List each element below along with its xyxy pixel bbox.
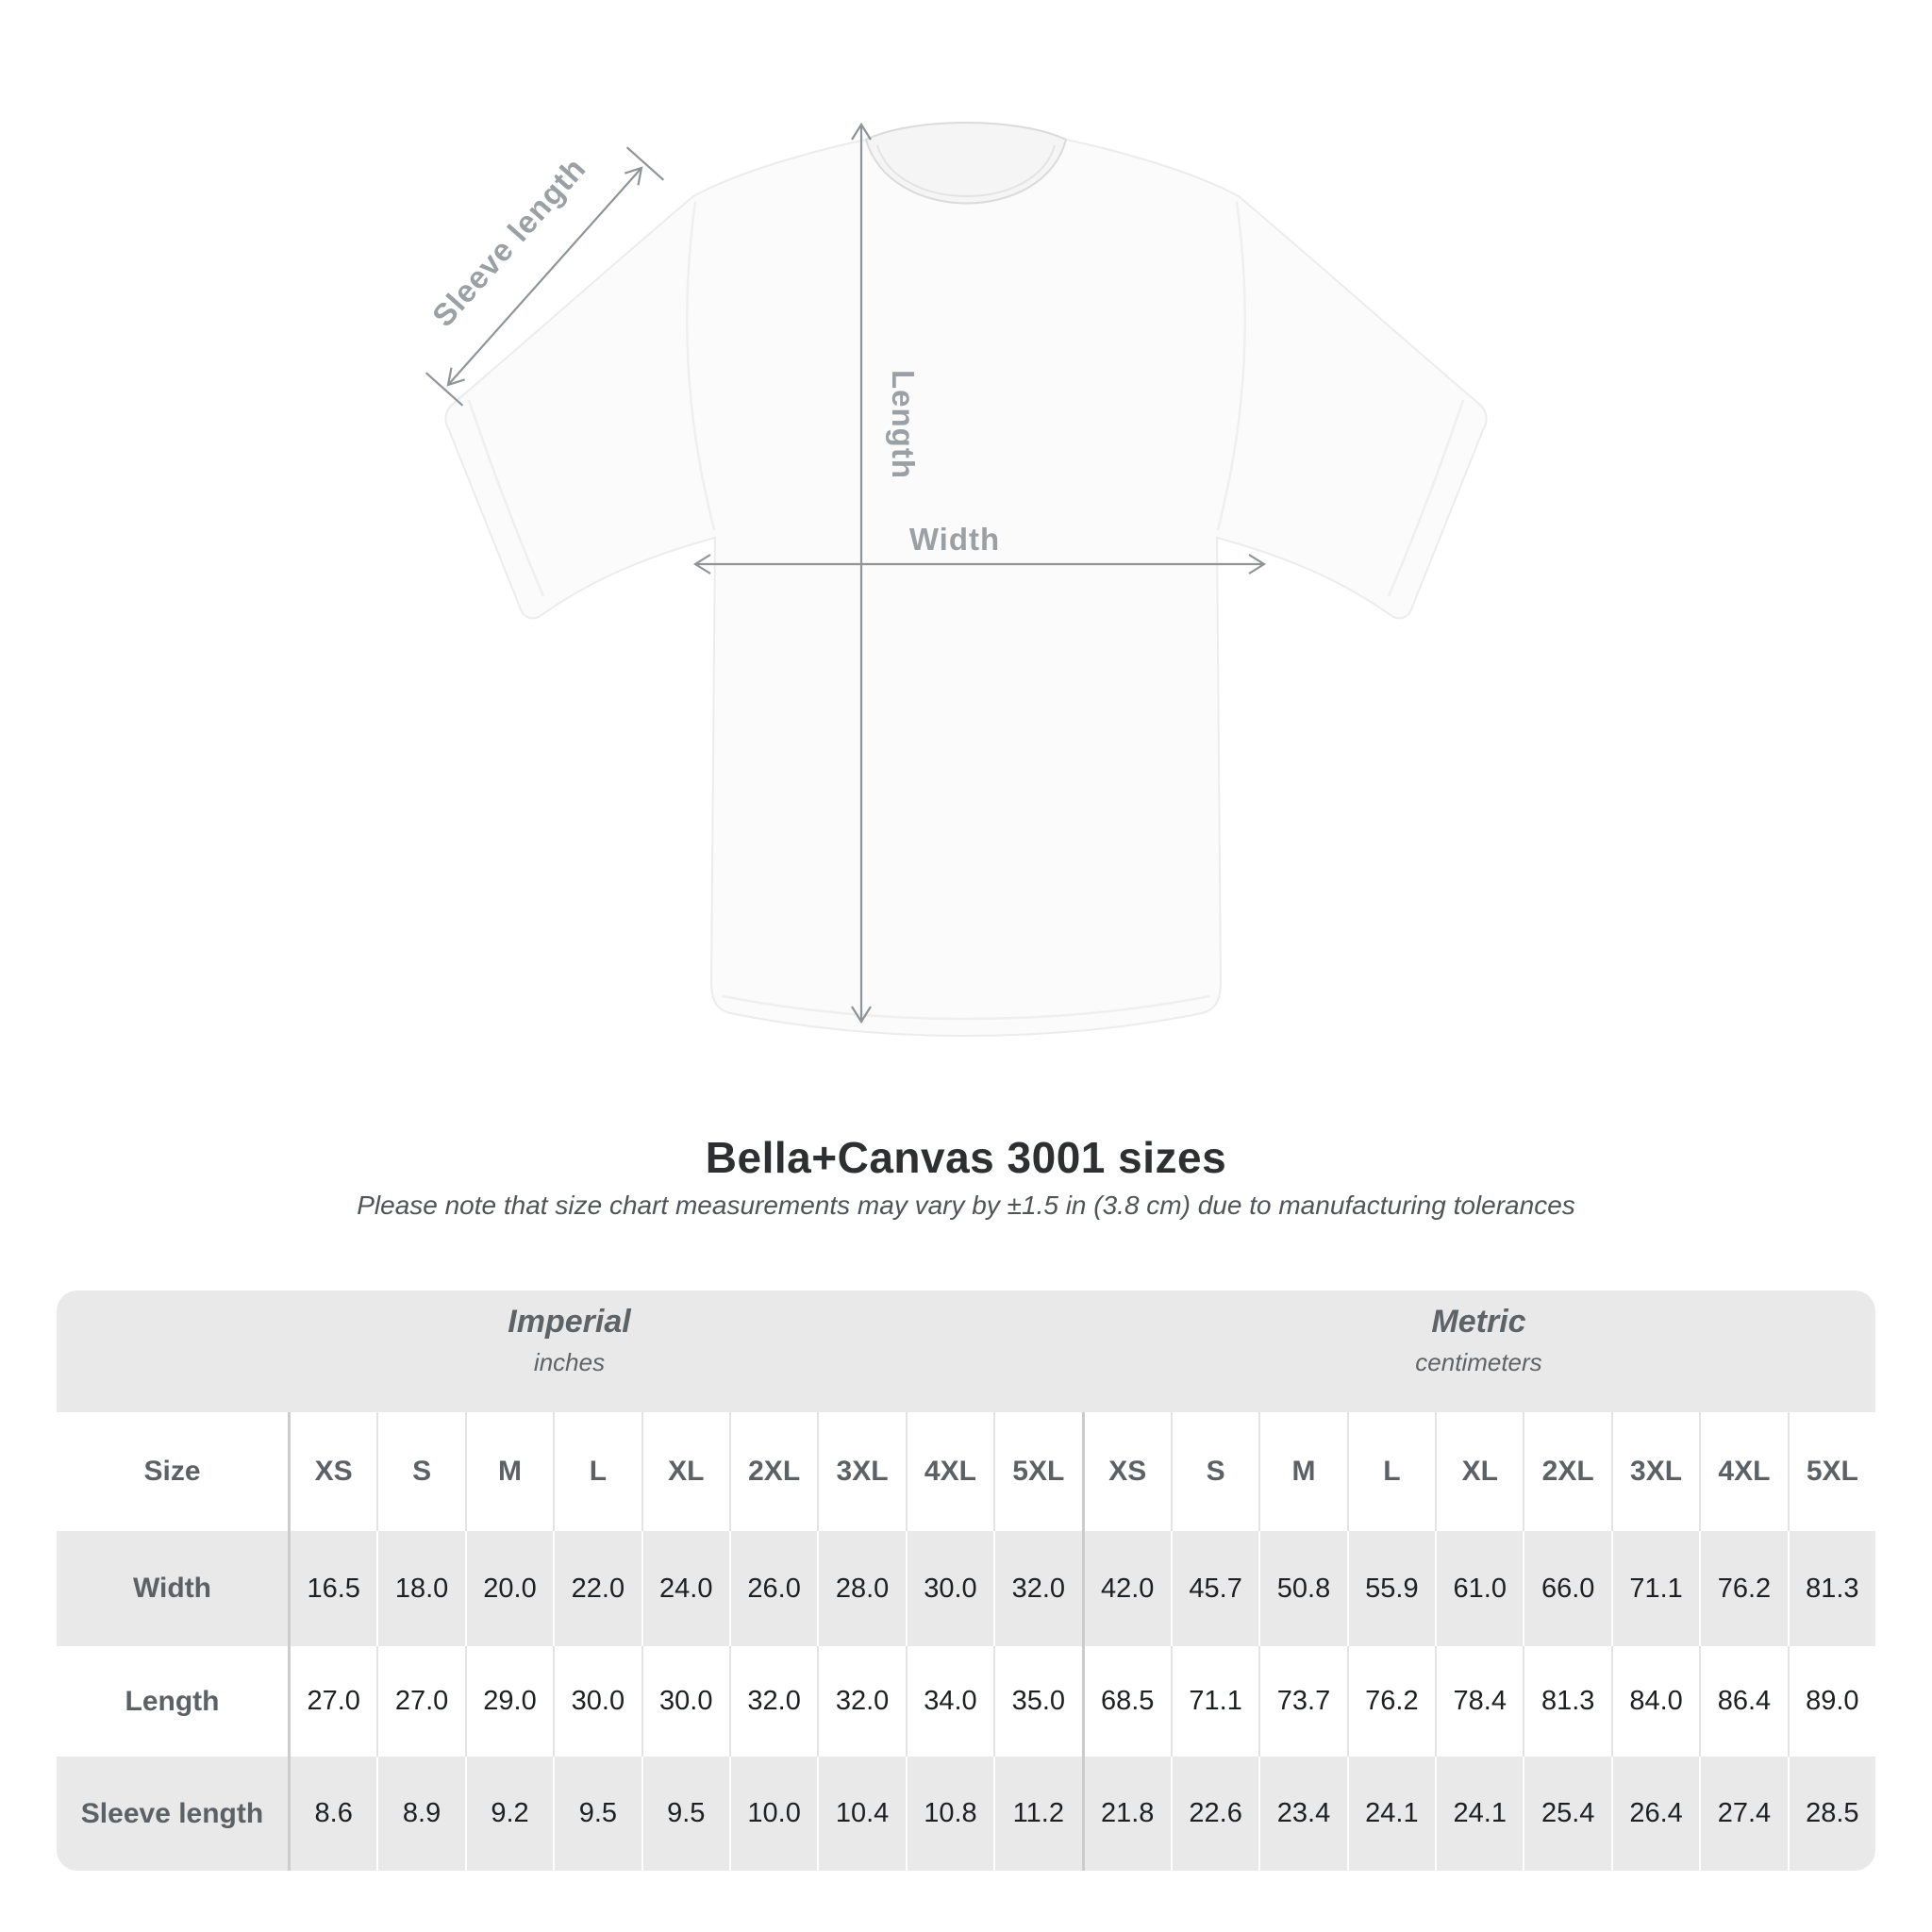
sleeve-value-cell: 22.6 [1171, 1757, 1258, 1871]
length-value-cell: 29.0 [465, 1646, 553, 1757]
metric-name: Metric [1431, 1304, 1526, 1340]
size-col-header: L [553, 1412, 641, 1531]
sleeve-value-cell: 8.6 [288, 1757, 376, 1871]
length-value-cell: 27.0 [376, 1646, 464, 1757]
width-label: Width [908, 522, 1001, 557]
tshirt-body [445, 125, 1486, 1037]
page-title: Bella+Canvas 3001 sizes [705, 1133, 1227, 1182]
length-value-cell: 89.0 [1788, 1646, 1875, 1757]
size-col-header: XL [641, 1412, 729, 1531]
length-value-cell: 27.0 [288, 1646, 376, 1757]
sleeve-length-label: Sleeve length [425, 150, 593, 334]
length-value-cell: 78.4 [1435, 1646, 1523, 1757]
length-row [57, 1646, 1875, 1757]
sleeve-row-label: Sleeve length [80, 1797, 264, 1829]
width-value-cell: 50.8 [1258, 1531, 1346, 1646]
size-col-header: 3XL [1611, 1412, 1699, 1531]
width-value-cell: 22.0 [553, 1531, 641, 1646]
length-value-cell: 76.2 [1347, 1646, 1435, 1757]
length-value-cell: 71.1 [1171, 1646, 1258, 1757]
width-row [57, 1531, 1875, 1646]
length-value-cell: 84.0 [1611, 1646, 1699, 1757]
length-value-cell: 81.3 [1523, 1646, 1610, 1757]
length-value-cell: 32.0 [729, 1646, 817, 1757]
width-value-cell: 76.2 [1699, 1531, 1787, 1646]
size-col-header: XS [1082, 1412, 1171, 1531]
width-value-cell: 66.0 [1523, 1531, 1610, 1646]
length-value-cell: 34.0 [906, 1646, 993, 1757]
size-col-header: S [376, 1412, 464, 1531]
width-value-cell: 30.0 [906, 1531, 993, 1646]
metric-unit: centimeters [1415, 1348, 1542, 1376]
size-col-header: 3XL [817, 1412, 905, 1531]
sleeve-value-cell: 10.0 [729, 1757, 817, 1871]
length-row-label: Length [125, 1685, 220, 1717]
length-value-cell: 30.0 [553, 1646, 641, 1757]
sleeve-value-cell: 24.1 [1435, 1757, 1523, 1871]
length-value-cell: 73.7 [1258, 1646, 1346, 1757]
imperial-name: Imperial [508, 1304, 631, 1340]
width-value-cell: 20.0 [465, 1531, 553, 1646]
unit-band [57, 1291, 1875, 1412]
sleeve-value-cell: 11.2 [993, 1757, 1081, 1871]
size-col-header: 2XL [729, 1412, 817, 1531]
size-header-row [57, 1412, 1875, 1531]
size-table [57, 1291, 1875, 1871]
size-col-header: 4XL [906, 1412, 993, 1531]
sleeve-value-cell: 9.5 [641, 1757, 729, 1871]
size-col-header: 2XL [1523, 1412, 1610, 1531]
imperial-unit: inches [533, 1348, 606, 1376]
page-subtitle: Please note that size chart measurements may vary by ±1.5 in (3.8 cm) due to manufacturing tolerances [357, 1191, 1575, 1220]
width-value-cell: 28.0 [817, 1531, 905, 1646]
sleeve-value-cell: 8.9 [376, 1757, 464, 1871]
size-col-header: 5XL [1788, 1412, 1875, 1531]
sleeve-value-cell: 21.8 [1082, 1757, 1171, 1871]
sleeve-value-cell: 23.4 [1258, 1757, 1346, 1871]
length-value-cell: 86.4 [1699, 1646, 1787, 1757]
sleeve-value-cell: 24.1 [1347, 1757, 1435, 1871]
length-value-cell: 68.5 [1082, 1646, 1171, 1757]
width-value-cell: 45.7 [1171, 1531, 1258, 1646]
width-value-cell: 71.1 [1611, 1531, 1699, 1646]
width-value-cell: 55.9 [1347, 1531, 1435, 1646]
width-value-cell: 24.0 [641, 1531, 729, 1646]
imperial-unit-header [57, 1291, 1082, 1412]
size-col-header: L [1347, 1412, 1435, 1531]
sleeve-value-cell: 28.5 [1788, 1757, 1875, 1871]
metric-unit-header [1082, 1291, 1875, 1412]
size-col-header: 4XL [1699, 1412, 1787, 1531]
width-value-cell: 16.5 [288, 1531, 376, 1646]
size-col-header: XS [288, 1412, 376, 1531]
sleeve-length-row [57, 1757, 1875, 1871]
tshirt-illustration [445, 123, 1486, 1036]
size-col-header: M [1258, 1412, 1346, 1531]
sleeve-value-cell: 27.4 [1699, 1757, 1787, 1871]
width-value-cell: 61.0 [1435, 1531, 1523, 1646]
length-value-cell: 35.0 [993, 1646, 1081, 1757]
sleeve-value-cell: 26.4 [1611, 1757, 1699, 1871]
sleeve-value-cell: 9.5 [553, 1757, 641, 1871]
width-value-cell: 42.0 [1082, 1531, 1171, 1646]
length-value-cell: 32.0 [817, 1646, 905, 1757]
width-value-cell: 26.0 [729, 1531, 817, 1646]
sleeve-value-cell: 25.4 [1523, 1757, 1610, 1871]
size-col-header: S [1171, 1412, 1258, 1531]
length-value-cell: 30.0 [641, 1646, 729, 1757]
size-col-header: M [465, 1412, 553, 1531]
width-row-label: Width [132, 1573, 212, 1604]
length-label: Length [886, 370, 921, 479]
sleeve-value-cell: 9.2 [465, 1757, 553, 1871]
size-col-header: 5XL [993, 1412, 1081, 1531]
width-value-cell: 32.0 [993, 1531, 1081, 1646]
sleeve-value-cell: 10.8 [906, 1757, 993, 1871]
width-value-cell: 81.3 [1788, 1531, 1875, 1646]
sleeve-value-cell: 10.4 [817, 1757, 905, 1871]
size-col-header: XL [1435, 1412, 1523, 1531]
width-value-cell: 18.0 [376, 1531, 464, 1646]
size-header-label: Size [143, 1456, 201, 1487]
